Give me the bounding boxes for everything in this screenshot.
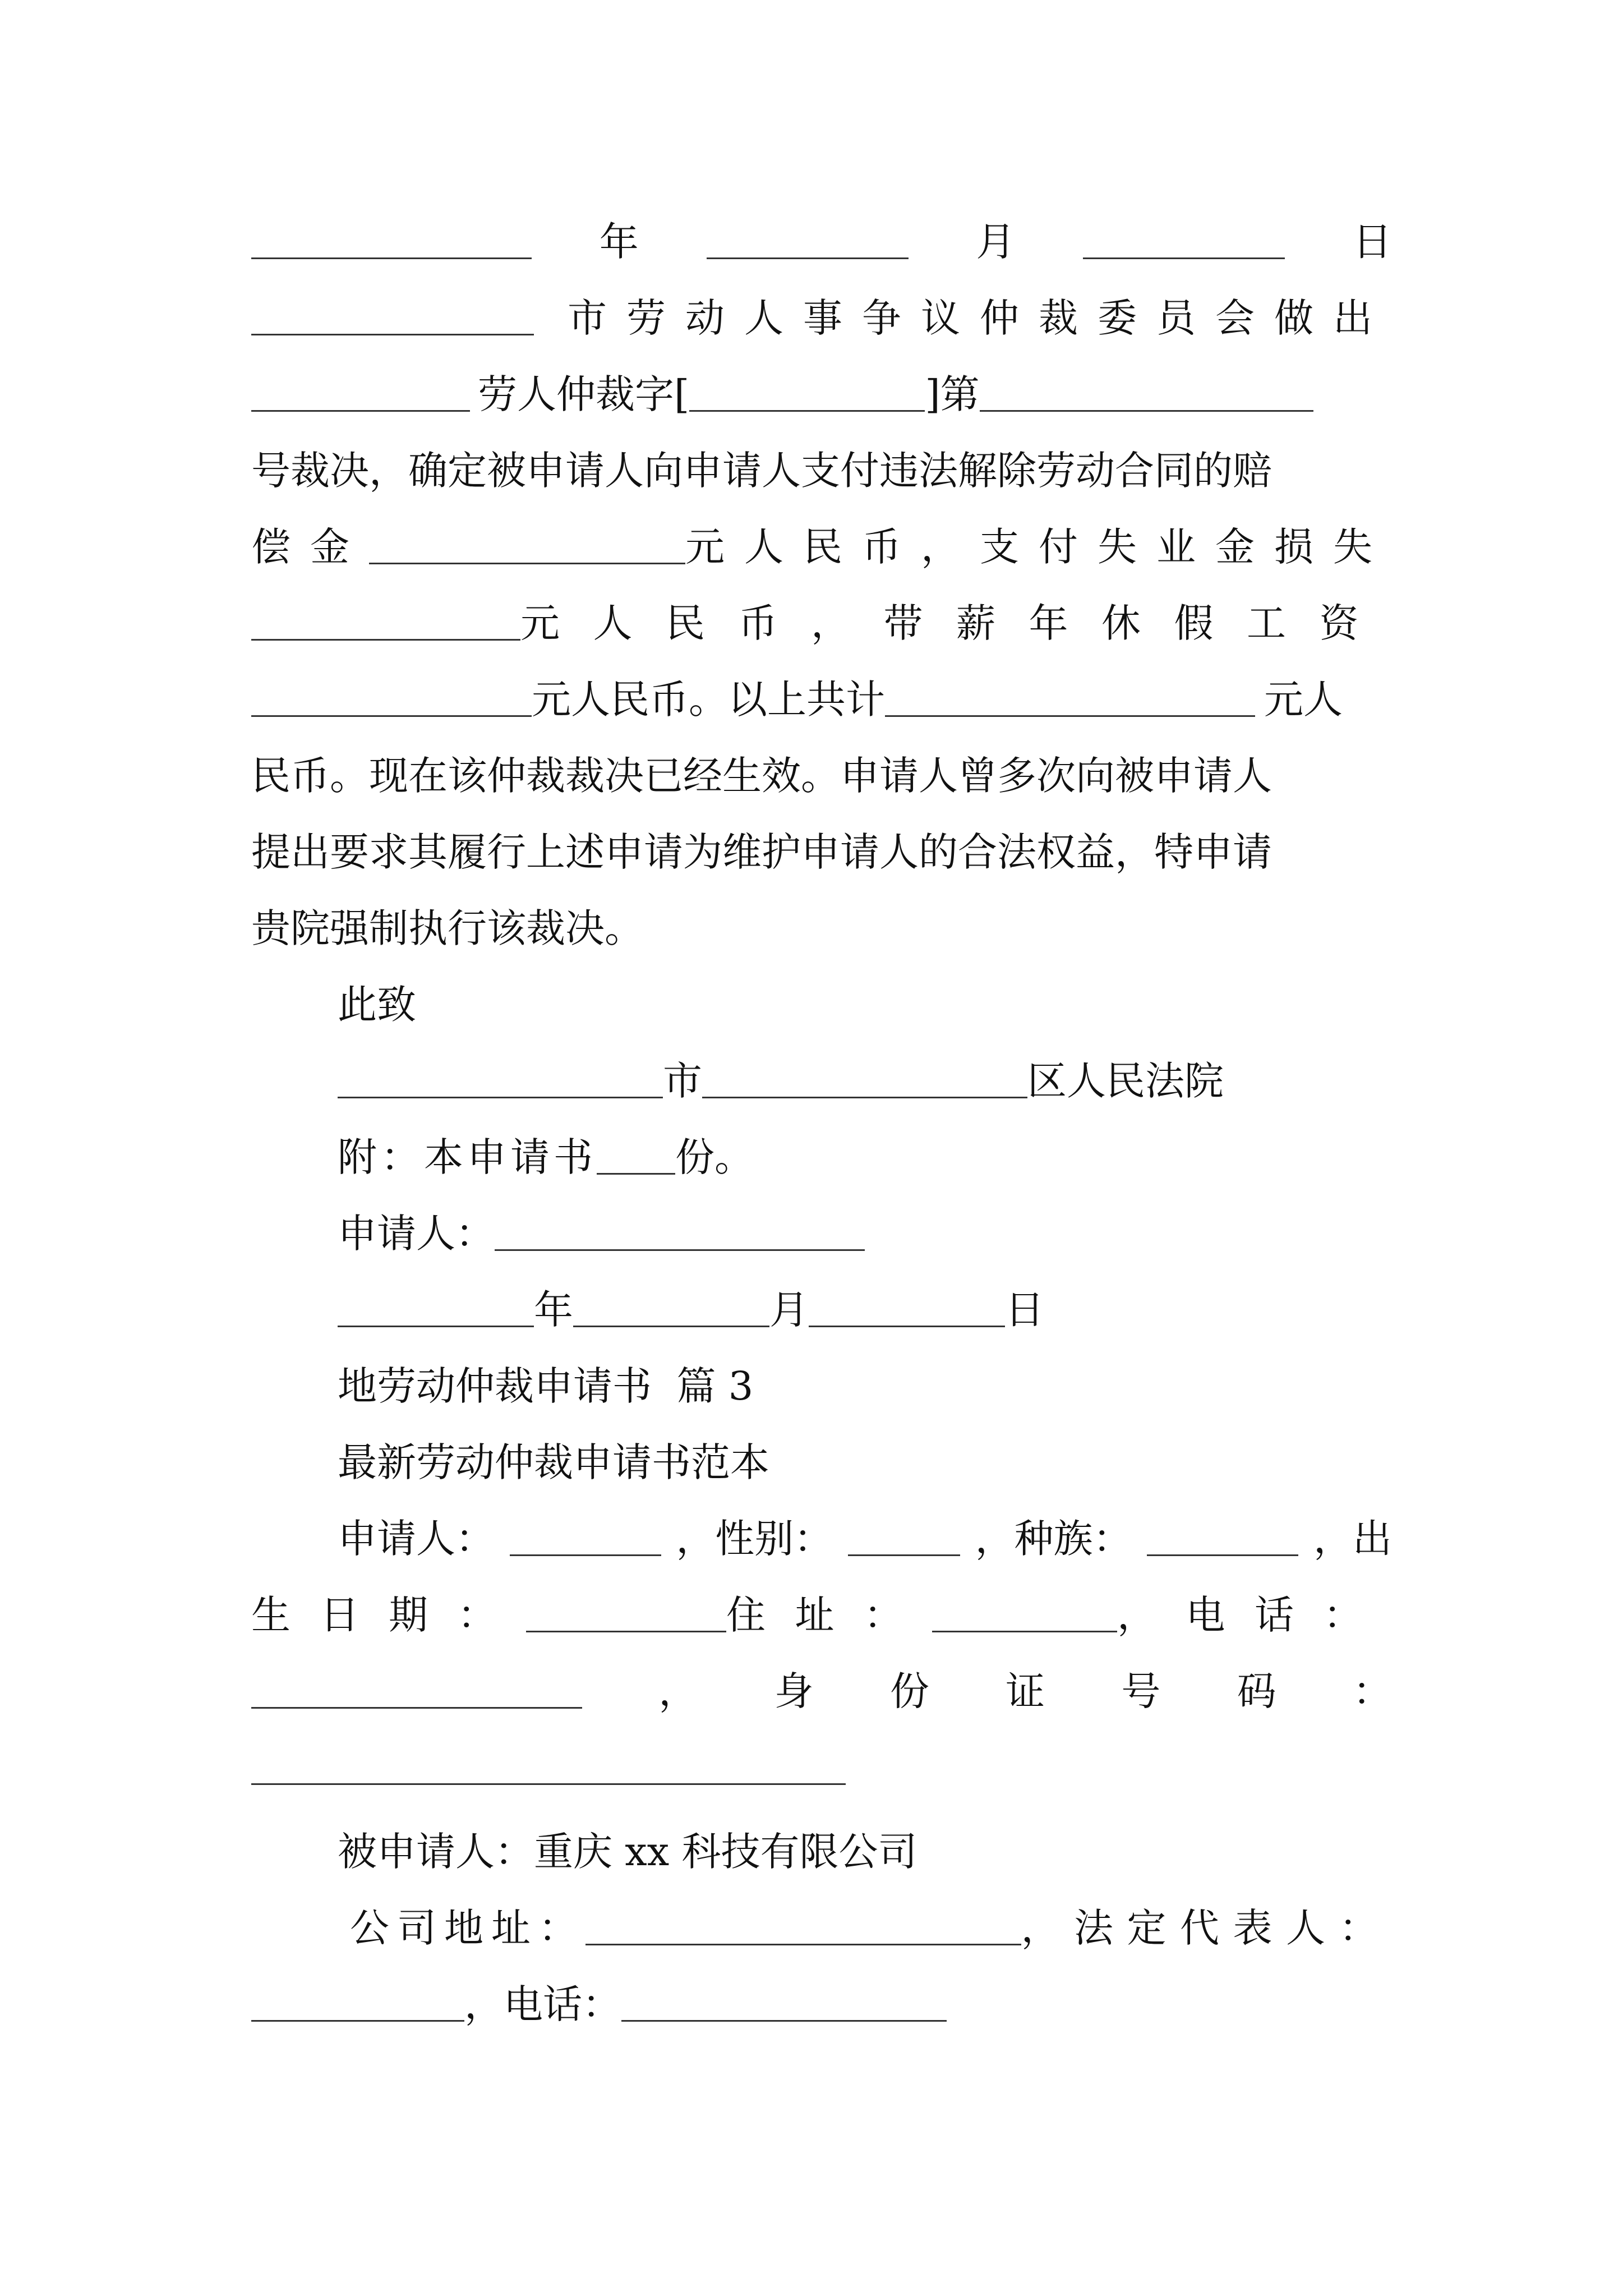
- id-label-char: 证: [1006, 1668, 1045, 1714]
- paragraph-text: 号裁决，确定被申请人向申请人支付违法解除劳动合同的赔: [251, 448, 1272, 494]
- date-line-2: [338, 1273, 1392, 1335]
- attachment-label: 附：本申请书: [338, 1134, 597, 1180]
- compensation-line: [251, 510, 1392, 572]
- blank-field[interactable]: [932, 1591, 1117, 1632]
- court-label: 区人民法院: [1027, 1058, 1224, 1104]
- ruling-suffix: ]第: [925, 371, 980, 417]
- year-label: 年: [534, 1287, 573, 1333]
- applicant-info-line: [338, 1502, 1392, 1564]
- legal-rep-label: ，法定代表人：: [1021, 1905, 1392, 1951]
- paragraph-line: [251, 816, 1392, 877]
- blank-field[interactable]: [702, 1057, 1027, 1098]
- blank-field[interactable]: [1147, 1515, 1298, 1556]
- id-label-char: 份: [889, 1668, 929, 1714]
- salutation: [338, 968, 1392, 1030]
- committee-text: 市劳动人事争议仲裁委员会做出: [568, 295, 1392, 341]
- blank-field[interactable]: [338, 1057, 663, 1098]
- id-label-char: 身: [774, 1668, 814, 1714]
- blank-field[interactable]: [980, 371, 1313, 412]
- applicant-label: 申请人：: [338, 1211, 495, 1257]
- blank-field[interactable]: [526, 1591, 726, 1632]
- id-label-char: 码: [1237, 1668, 1276, 1714]
- blank-field[interactable]: [251, 371, 470, 412]
- blank-field[interactable]: [251, 600, 520, 641]
- id-number-line: [251, 1655, 1392, 1717]
- phone-label: ，电话：: [464, 1981, 621, 2027]
- blank-field[interactable]: [251, 1744, 846, 1785]
- month-label: 月: [769, 1287, 809, 1333]
- applicant-signature-line: [338, 1197, 1392, 1259]
- blank-field[interactable]: [1083, 218, 1285, 259]
- blank-field[interactable]: [885, 676, 1255, 717]
- compensation-label: 偿金: [251, 524, 369, 570]
- respondent-text: 被申请人：重庆 xx 科技有限公司: [338, 1829, 917, 1875]
- ruling-prefix: 劳人仲裁字[: [478, 371, 690, 417]
- blank-field[interactable]: [251, 1981, 464, 2022]
- day-label: 日: [1352, 219, 1392, 265]
- blank-field[interactable]: [251, 676, 532, 717]
- salutation-text: 此致: [338, 982, 416, 1028]
- respondent-line: [338, 1815, 1392, 1877]
- blank-field[interactable]: [251, 295, 534, 335]
- blank-field[interactable]: [809, 1286, 1005, 1327]
- blank-field[interactable]: [369, 523, 685, 564]
- blank-field[interactable]: [495, 1210, 865, 1251]
- blank-field[interactable]: [573, 1286, 769, 1327]
- template-title-text: 最新劳动仲裁申请书范本: [338, 1439, 769, 1485]
- section-heading-text: 地劳动仲裁申请书 篇 3: [338, 1363, 754, 1409]
- phone-label: ，电话：: [1117, 1592, 1392, 1638]
- city-label: 市: [663, 1058, 702, 1104]
- id-number-blank-line: [251, 1731, 1392, 1793]
- blank-field[interactable]: [338, 1286, 534, 1327]
- legal-rep-line: [251, 1968, 1392, 2030]
- blank-field[interactable]: [707, 218, 909, 259]
- section-heading: [338, 1350, 1392, 1411]
- applicant-label: 申请人：: [338, 1516, 495, 1562]
- blank-field[interactable]: [848, 1515, 960, 1556]
- blank-field[interactable]: [585, 1904, 1021, 1945]
- blank-field[interactable]: [689, 371, 925, 412]
- copies-label: 份。: [675, 1134, 754, 1180]
- gender-label: ，性别：: [676, 1516, 833, 1562]
- total-line: [251, 663, 1392, 725]
- template-title: [338, 1426, 1392, 1488]
- blank-field[interactable]: [597, 1134, 675, 1175]
- blank-field[interactable]: [251, 218, 532, 259]
- ruling-number-line: [251, 358, 1392, 420]
- address-label: 住址：: [726, 1592, 933, 1638]
- id-label-char: 号: [1121, 1668, 1161, 1714]
- vacation-pay-line: [251, 587, 1392, 648]
- paragraph-text: 民币。现在该仲裁裁决已经生效。申请人曾多次向被申请人: [251, 753, 1272, 799]
- blank-field[interactable]: [510, 1515, 661, 1556]
- blank-field[interactable]: [251, 1668, 582, 1709]
- paragraph-line: [251, 434, 1392, 496]
- company-address-label: 公司地址：: [350, 1905, 585, 1951]
- company-address-line: [350, 1892, 1392, 1953]
- court-line: [338, 1045, 1392, 1106]
- year-label: 年: [599, 219, 639, 265]
- date-line-1: [251, 205, 1392, 267]
- total-unit: 元人: [1264, 677, 1343, 723]
- ethnicity-label: ，种族：: [975, 1516, 1132, 1562]
- comma: ，: [658, 1668, 698, 1714]
- birth-label-start: ，出: [1313, 1516, 1392, 1562]
- arbitration-committee-line: [251, 282, 1392, 343]
- unemployment-text: 元人民币，支付失业金损失: [685, 524, 1392, 570]
- blank-field[interactable]: [621, 1981, 947, 2022]
- applicant-info-line-2: [251, 1579, 1392, 1640]
- total-label: 元人民币。以上共计: [532, 677, 885, 723]
- paragraph-line: [251, 739, 1392, 801]
- paragraph-line: [251, 892, 1392, 954]
- colon: ：: [1352, 1668, 1392, 1714]
- vacation-pay-text: 元人民币，带薪年休假工资: [520, 600, 1392, 646]
- birthdate-label: 生日期：: [251, 1592, 526, 1638]
- month-label: 月: [976, 219, 1016, 265]
- attachment-line: [338, 1121, 1392, 1182]
- day-label: 日: [1005, 1287, 1044, 1333]
- paragraph-text: 贵院强制执行该裁决。: [251, 905, 644, 951]
- paragraph-text: 提出要求其履行上述申请为维护申请人的合法权益，特申请: [251, 829, 1272, 875]
